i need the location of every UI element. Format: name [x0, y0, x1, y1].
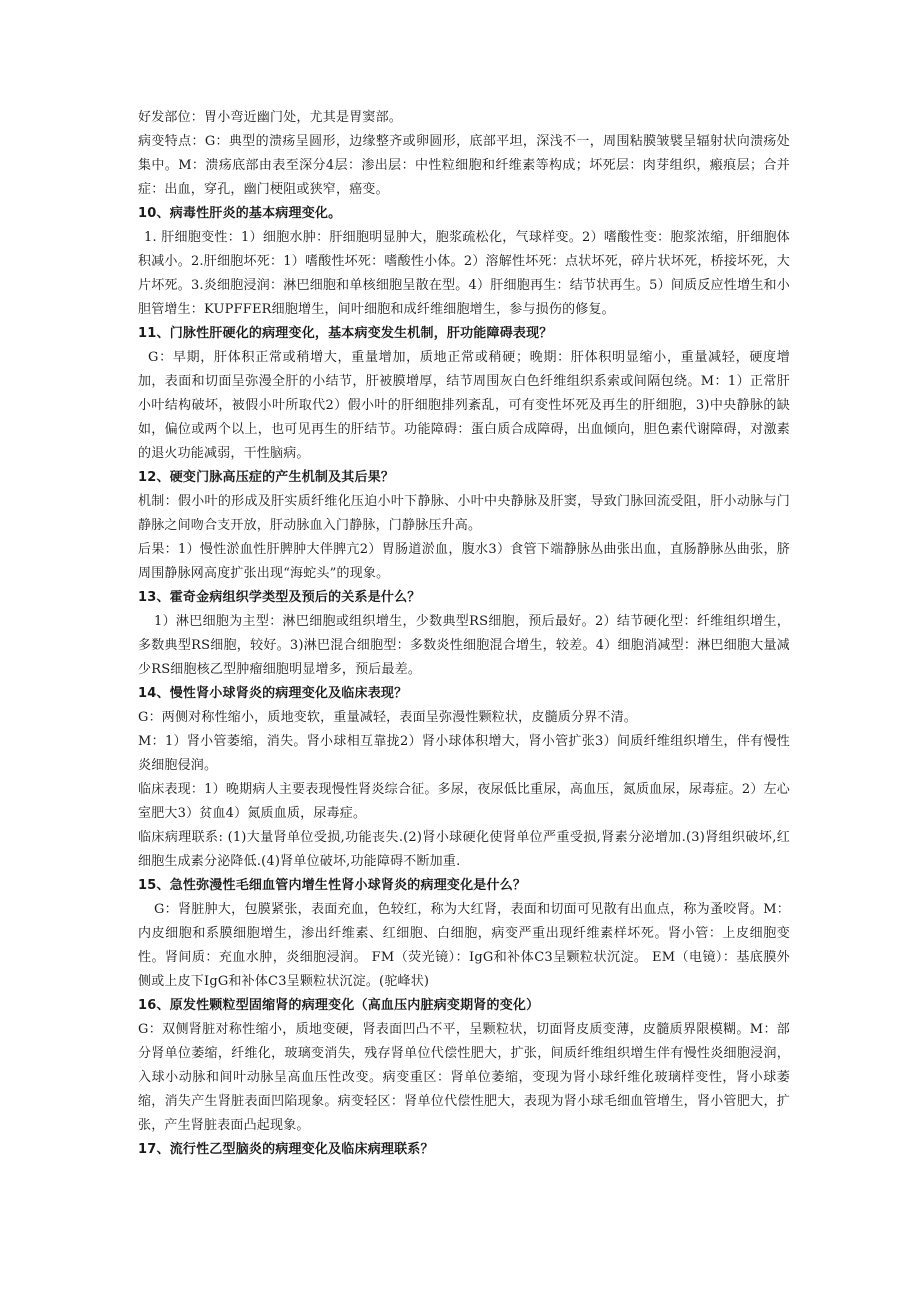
section-heading: 10、病毒性肝炎的基本病理变化。 [138, 206, 342, 221]
paragraph: 好发部位：胃小弯近幽门处，尤其是胃窦部。 [138, 110, 403, 125]
paragraph: 1. 肝细胞变性：1）细胞水肿：肝细胞明显肿大，胞浆疏松化，气球样变。2）嗜酸性变：胞浆浓缩，肝细胞体积减小。2.肝细胞坏死：1）嗜酸性坏死：嗜酸性小体。2）溶解性坏死：点状坏死，碎片状坏死，桥接坏死，大片坏死。3.炎细胞浸润：淋巴细胞和单核细胞呈散在型。4）肝细胞再生：结节状再生。5）间质反应性增生和小胆管增生：KUPFFER细胞增生，间叶细胞和成纤维细胞增生，参与损伤的修复。 [138, 230, 790, 317]
paragraph: G：早期，肝体积正常或稍增大，重量增加，质地正常或稍硬；晚期：肝体积明显缩小，重量减轻，硬度增加，表面和切面呈弥漫全肝的小结节，肝被膜增厚，结节周围灰白色纤维组织系索或间隔包绕。M：1）正常肝小叶结构破坏，被假小叶所取代2）假小叶的肝细胞排列紊乱，可有变性坏死及再生的肝细胞，3)中央静脉的缺如，偏位或两个以上，也可见再生的肝结节。功能障碍：蛋白质合成障碍，出血倾向，胆色素代谢障碍，对激素的退火功能减弱，干性脑病。 [138, 350, 790, 461]
section-heading: 13、霍奇金病组织学类型及预后的关系是什么？ [138, 590, 421, 605]
paragraph: 机制：假小叶的形成及肝实质纤维化压迫小叶下静脉、小叶中央静脉及肝窦，导致门脉回流受阻，肝小动脉与门静脉之间吻合支开放，肝动脉血入门静脉，门静脉压升高。 [138, 494, 790, 533]
section-heading: 15、急性弥漫性毛细血管内增生性肾小球肾炎的病理变化是什么？ [138, 878, 527, 893]
paragraph: G：肾脏肿大，包膜紧张，表面充血，色较红，称为大红肾，表面和切面可见散有出血点，称为蚤咬肾。M：内皮细胞和系膜细胞增生，渗出纤维素、红细胞、白细胞，病变严重出现纤维素样坏死。肾小管：上皮细胞变性。肾间质：充血水肿，炎细胞浸润。 FM（荧光镜）：IgG和补体C3呈颗粒状沉淀。 EM（电镜）：基底膜外侧或上皮下IgG和补体C3呈颗粒状沉淀。(驼峰状) [138, 902, 790, 989]
paragraph: 临床病理联系: (1)大量肾单位受损,功能丧失.(2)肾小球硬化使肾单位严重受损,肾素分泌增加.(3)肾组织破坏,红细胞生成素分泌降低.(4)肾单位破坏,功能障碍不断加重. [138, 830, 790, 869]
section-heading: 16、原发性颗粒型固缩肾的病理变化（高血压内脏病变期肾的变化） [138, 998, 540, 1013]
paragraph: M：1）肾小管萎缩，消失。肾小球相互靠拢2）肾小球体积增大，肾小管扩张3）间质纤维组织增生，伴有慢性炎细胞侵润。 [138, 734, 790, 773]
section-heading: 12、硬变门脉高压症的产生机制及其后果？ [138, 470, 395, 485]
paragraph: 1）淋巴细胞为主型：淋巴细胞或组织增生，少数典型RS细胞，预后最好。2）结节硬化型：纤维组织增生，多数典型RS细胞，较好。3)淋巴混合细胞型：多数炎性细胞混合增生，较差。4）细胞消减型：淋巴细胞大量减少RS细胞核乙型肿瘤细胞明显增多，预后最差。 [138, 614, 790, 677]
paragraph: 病变特点：G：典型的溃疡呈圆形，边缘整齐或卵圆形，底部平坦，深浅不一，周围粘膜皱襞呈辐射状向溃疡处集中。M：溃疡底部由表至深分4层：渗出层：中性粒细胞和纤维素等构成；坏死层：肉芽组织，瘢痕层；合并症：出血，穿孔，幽门梗阻或狭窄，癌变。 [138, 134, 790, 197]
section-heading: 14、慢性肾小球肾炎的病理变化及临床表现？ [138, 686, 408, 701]
paragraph: G：两侧对称性缩小，质地变软，重量减轻，表面呈弥漫性颗粒状，皮髓质分界不清。 [138, 710, 637, 725]
paragraph: 临床表现：1）晚期病人主要表现慢性肾炎综合征。多尿，夜尿低比重尿，高血压，氮质血尿，尿毒症。2）左心室肥大3）贫血4）氮质血质，尿毒症。 [138, 782, 790, 821]
document-page [138, 106, 790, 1162]
section-heading: 11、门脉性肝硬化的病理变化，基本病变发生机制，肝功能障碍表现？ [138, 326, 553, 341]
paragraph: G：双侧肾脏对称性缩小，质地变硬，肾表面凹凸不平，呈颗粒状，切面肾皮质变薄，皮髓质界限模糊。M：部分肾单位萎缩，纤维化，玻璃变消失，残存肾单位代偿性肥大，扩张，间质纤维组织增生伴有慢性炎细胞浸润，入球小动脉和间叶动脉呈高血压性改变。病变重区：肾单位萎缩，变现为肾小球纤维化玻璃样变性，肾小球萎缩，消失产生肾脏表面凹陷现象。病变轻区：肾单位代偿性肥大，表现为肾小球毛细血管增生，肾小管肥大，扩张，产生肾脏表面凸起现象。 [138, 1022, 790, 1133]
paragraph: 后果：1）慢性淤血性肝脾肿大伴脾亢2）胃肠道淤血，腹水3）食管下端静脉丛曲张出血，直肠静脉丛曲张，脐周围静脉网高度扩张出现“海蛇头”的现象。 [138, 542, 790, 581]
section-heading: 17、流行性乙型脑炎的病理变化及临床病理联系？ [138, 1142, 434, 1157]
